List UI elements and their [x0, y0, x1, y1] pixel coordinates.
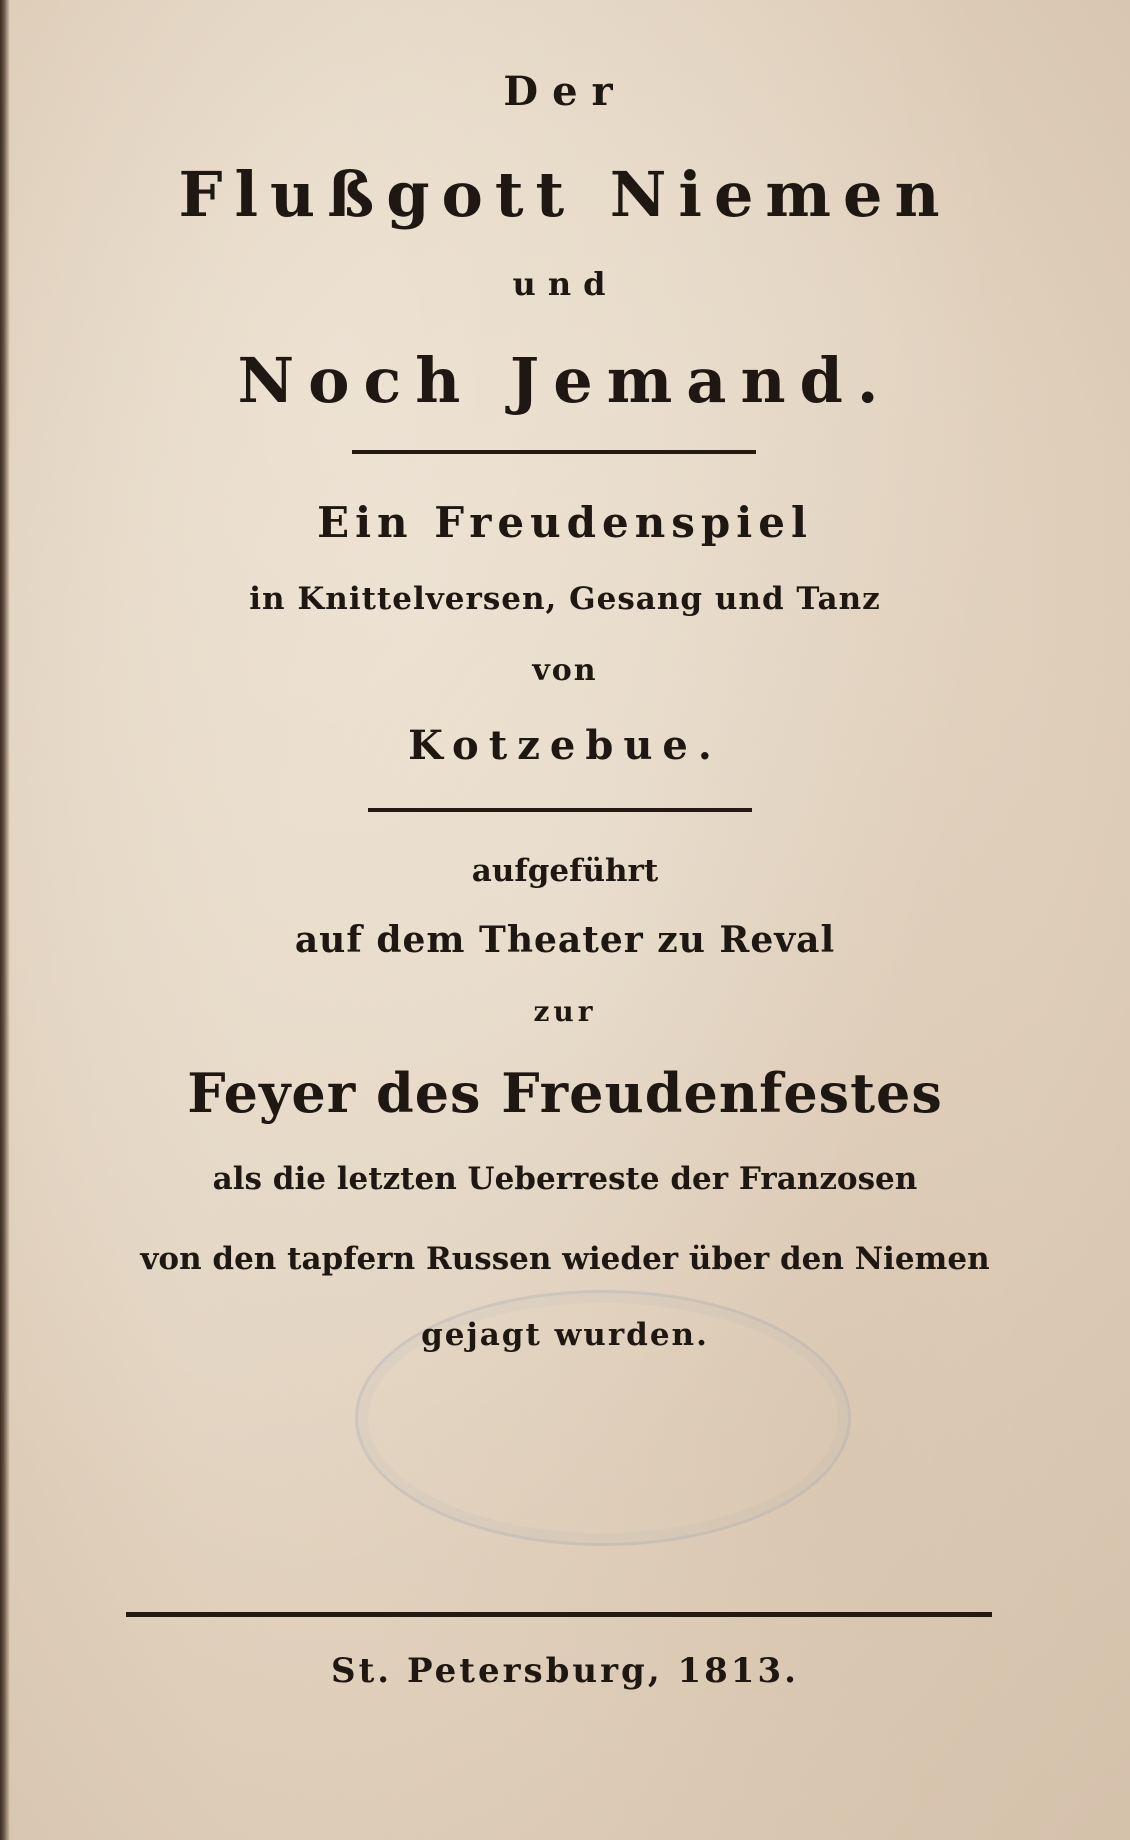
imprint: St. Petersburg, 1813.: [331, 1651, 799, 1691]
divider-rule: [368, 808, 752, 812]
form: in Knittelversen, Gesang und Tanz: [249, 581, 881, 617]
title-article: Der: [503, 68, 627, 115]
title-second: Noch Jemand.: [237, 344, 893, 417]
description-line-1: als die letzten Ueberreste der Franzosen: [212, 1161, 918, 1197]
author: Kotzebue.: [408, 722, 722, 769]
to: zur: [533, 995, 597, 1028]
imprint-rule: [126, 1612, 992, 1617]
divider-rule: [352, 450, 756, 454]
description-line-2: von den tapfern Russen wieder über den Niemen: [140, 1241, 990, 1277]
genre: Ein Freudenspiel: [317, 498, 813, 547]
occasion: Feyer des Freudenfestes: [187, 1061, 943, 1125]
performed: aufgeführt: [471, 853, 659, 889]
title-conjunction: und: [512, 265, 618, 303]
title-main: Flußgott Niemen: [178, 158, 952, 231]
venue: auf dem Theater zu Reval: [294, 919, 836, 961]
description-line-3: gejagt wurden.: [421, 1317, 709, 1353]
by: von: [532, 653, 598, 688]
